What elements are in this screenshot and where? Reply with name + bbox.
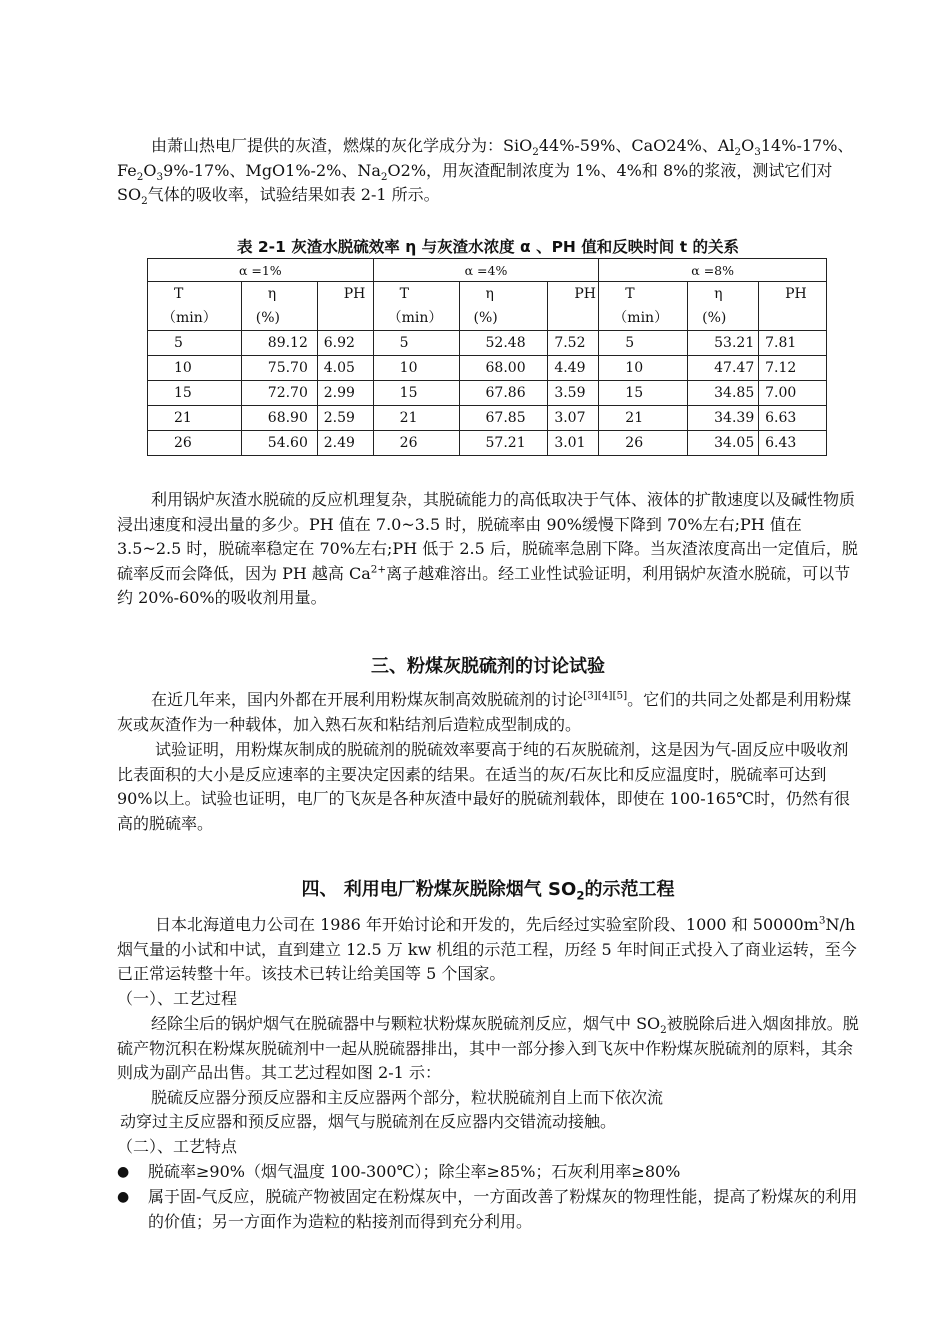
- table-cell: 4.05: [317, 356, 373, 381]
- table-row: [148, 431, 827, 456]
- paragraph-mechanism: 利用锅炉灰渣水脱硫的反应机理复杂，其脱硫能力的高低取决于气体、液体的扩散速度以及碱性物质浸出速度和浸出量的多少。PH 值在 7.0~3.5 时，脱硫率由 90%缓慢下降到 70%左右;PH 值在 3.5~2.5 时，脱硫率稳定在 70%左右;PH 低于 2.5 后，脱硫率急剧下降。当灰渣浓度高出一定值后，脱硫率反而会降低，因为 PH 越高 $Ca^{2+}$离子越难溶出。经工业性试验证明，利用锅炉灰渣水脱硫，可以节约 20%-60%的吸收剂用量。: [117, 490, 858, 607]
- table-cell: 3.07: [548, 406, 599, 431]
- table-cell: 10: [373, 356, 459, 381]
- group-header-3: α =8%: [599, 259, 827, 282]
- table-cell: 5: [148, 331, 242, 356]
- col-header-t: T （min）: [599, 282, 688, 331]
- table-cell: 3.59: [548, 381, 599, 406]
- bullet-icon: ●: [117, 1189, 130, 1205]
- table-cell: 7.00: [759, 381, 827, 406]
- table-cell: 15: [599, 381, 688, 406]
- group-header-1: α =1%: [148, 259, 374, 282]
- table-cell: 6.92: [317, 331, 373, 356]
- col-header-eta: η (%): [688, 282, 759, 331]
- section-4-title: 四、 利用电厂粉煤灰脱除烟气 $SO_2$的示范工程: [301, 879, 675, 903]
- table-cell: 2.99: [317, 381, 373, 406]
- feature-bullet-2: ● 属于固-气反应，脱硫产物被固定在粉煤灰中，一方面改善了粉煤灰的物理性能，提高了粉煤灰的利用的价值；另一方面作为造粒的粘接剂而得到充分利用。: [117, 1187, 858, 1231]
- table-cell: 6.43: [759, 431, 827, 456]
- table-cell: 53.21: [688, 331, 759, 356]
- table-cell: 7.52: [548, 331, 599, 356]
- paragraph-reactor-cont: 动穿过主反应器和预反应器，烟气与脱硫剂在反应器内交错流动接触。: [120, 1112, 617, 1131]
- col-header-eta: η (%): [459, 282, 548, 331]
- paragraph-ash-composition: 由萧山热电厂提供的灰渣，燃煤的灰化学成分为：SiO$_2$44%-59%、CaO24%、$Al_2O_314\%-17\%$、$Fe_2O_39\%-17\%$、MgO1%-2%、$Na_2O2\%$，用灰渣配制浓度为 1%、4%和 8%的浆液，测试它们对 $SO_2$气体的吸收率，试验结果如表 2-1 所示。: [117, 136, 854, 208]
- paragraph-reactor: 脱硫反应器分预反应器和主反应器两个部分，粒状脱硫剂自上而下依次流: [151, 1088, 664, 1107]
- col-header-ph: PH: [317, 282, 373, 331]
- table-cell: 34.39: [688, 406, 759, 431]
- group-header-2: α =4%: [373, 259, 599, 282]
- table-cell: 68.90: [241, 406, 317, 431]
- table-cell: 2.49: [317, 431, 373, 456]
- paragraph-section4-1: 日本北海道电力公司在 1986 年开始讨论和开发的，先后经过实验室阶段、1000 和 $50000m^3N/h$ 烟气量的小试和中试，直到建立 12.5 万 kw 机组的示范工程，历经 5 年时间正式投入了商业运转，至今已正常运转整十年。该技术已转让给美国等 5 个国家。: [117, 914, 857, 983]
- table-cell: 72.70: [241, 381, 317, 406]
- table-cell: 21: [148, 406, 242, 431]
- col-header-t: T （min）: [373, 282, 459, 331]
- table-caption: 表 2-1 灰渣水脱硫效率 η 与灰渣水浓度 α 、PH 值和反映时间 t 的关系: [237, 238, 739, 256]
- table-row: [148, 356, 827, 381]
- table-cell: 67.85: [459, 406, 548, 431]
- table-cell: 5: [599, 331, 688, 356]
- table-cell: 2.59: [317, 406, 373, 431]
- paragraph-process: 经除尘后的锅炉烟气在脱硫器中与颗粒状粉煤灰脱硫剂反应，烟气中 $SO_2$被脱除后进入烟囱排放。脱硫产物沉积在粉煤灰脱硫剂中一起从脱硫器排出，其中一部分掺入到飞灰中作粉煤灰脱硫剂的原料，其余则成为副产品出售。其工艺过程如图 2-1 示：: [117, 1014, 859, 1082]
- feature-bullet-1: ● 脱硫率≥90%（烟气温度 100-300℃）；除尘率≥85%；石灰利用率≥80%: [117, 1160, 859, 1185]
- table-cell: 34.85: [688, 381, 759, 406]
- col-header-ph: PH: [548, 282, 599, 331]
- subheading-process: （一）、工艺过程: [117, 989, 238, 1008]
- paragraph-section3-1: 在近几年来，国内外都在开展利用粉煤灰制高效脱硫剂的讨论[3][4][5]。它们的共同之处都是利用粉煤灰或灰渣作为一种载体，加入熟石灰和粘结剂后造粒成型制成的。: [117, 689, 852, 734]
- table-cell: 67.86: [459, 381, 548, 406]
- subheading-features: （二）、工艺特点: [117, 1137, 238, 1156]
- table-cell: 54.60: [241, 431, 317, 456]
- table-cell: 26: [599, 431, 688, 456]
- table-cell: 10: [599, 356, 688, 381]
- table-cell: 7.81: [759, 331, 827, 356]
- table-cell: 47.47: [688, 356, 759, 381]
- col-header-ph: PH: [759, 282, 827, 331]
- desulfurization-table: [147, 258, 827, 456]
- table-cell: 34.05: [688, 431, 759, 456]
- table-cell: 21: [599, 406, 688, 431]
- col-header-t: T （min）: [148, 282, 242, 331]
- table-cell: 26: [148, 431, 242, 456]
- table-cell: 4.49: [548, 356, 599, 381]
- table-cell: 89.12: [241, 331, 317, 356]
- table-row: [148, 381, 827, 406]
- paragraph-section3-2: 试验证明，用粉煤灰制成的脱硫剂的脱硫效率要高于纯的石灰脱硫剂，这是因为气-固反应中吸收剂比表面积的大小是反应速率的主要决定因素的结果。在适当的灰/石灰比和反应温度时，脱硫率可达到 90%以上。试验也证明，电厂的飞灰是各种灰渣中最好的脱硫剂载体，即使在 100-165℃时，仍然有很高的脱硫率。: [117, 740, 851, 833]
- bullet-icon: ●: [117, 1164, 130, 1180]
- table-cell: 7.12: [759, 356, 827, 381]
- table-cell: 6.63: [759, 406, 827, 431]
- table-row: [148, 331, 827, 356]
- table-cell: 68.00: [459, 356, 548, 381]
- table-cell: 10: [148, 356, 242, 381]
- table-cell: 5: [373, 331, 459, 356]
- table-cell: 15: [148, 381, 242, 406]
- table-cell: 3.01: [548, 431, 599, 456]
- table-cell: 75.70: [241, 356, 317, 381]
- table-cell: 15: [373, 381, 459, 406]
- table-cell: 21: [373, 406, 459, 431]
- table-row: [148, 406, 827, 431]
- section-3-title: 三、粉煤灰脱硫剂的讨论试验: [371, 656, 605, 677]
- table-cell: 57.21: [459, 431, 548, 456]
- table-cell: 52.48: [459, 331, 548, 356]
- table-cell: 26: [373, 431, 459, 456]
- col-header-eta: η (%): [241, 282, 317, 331]
